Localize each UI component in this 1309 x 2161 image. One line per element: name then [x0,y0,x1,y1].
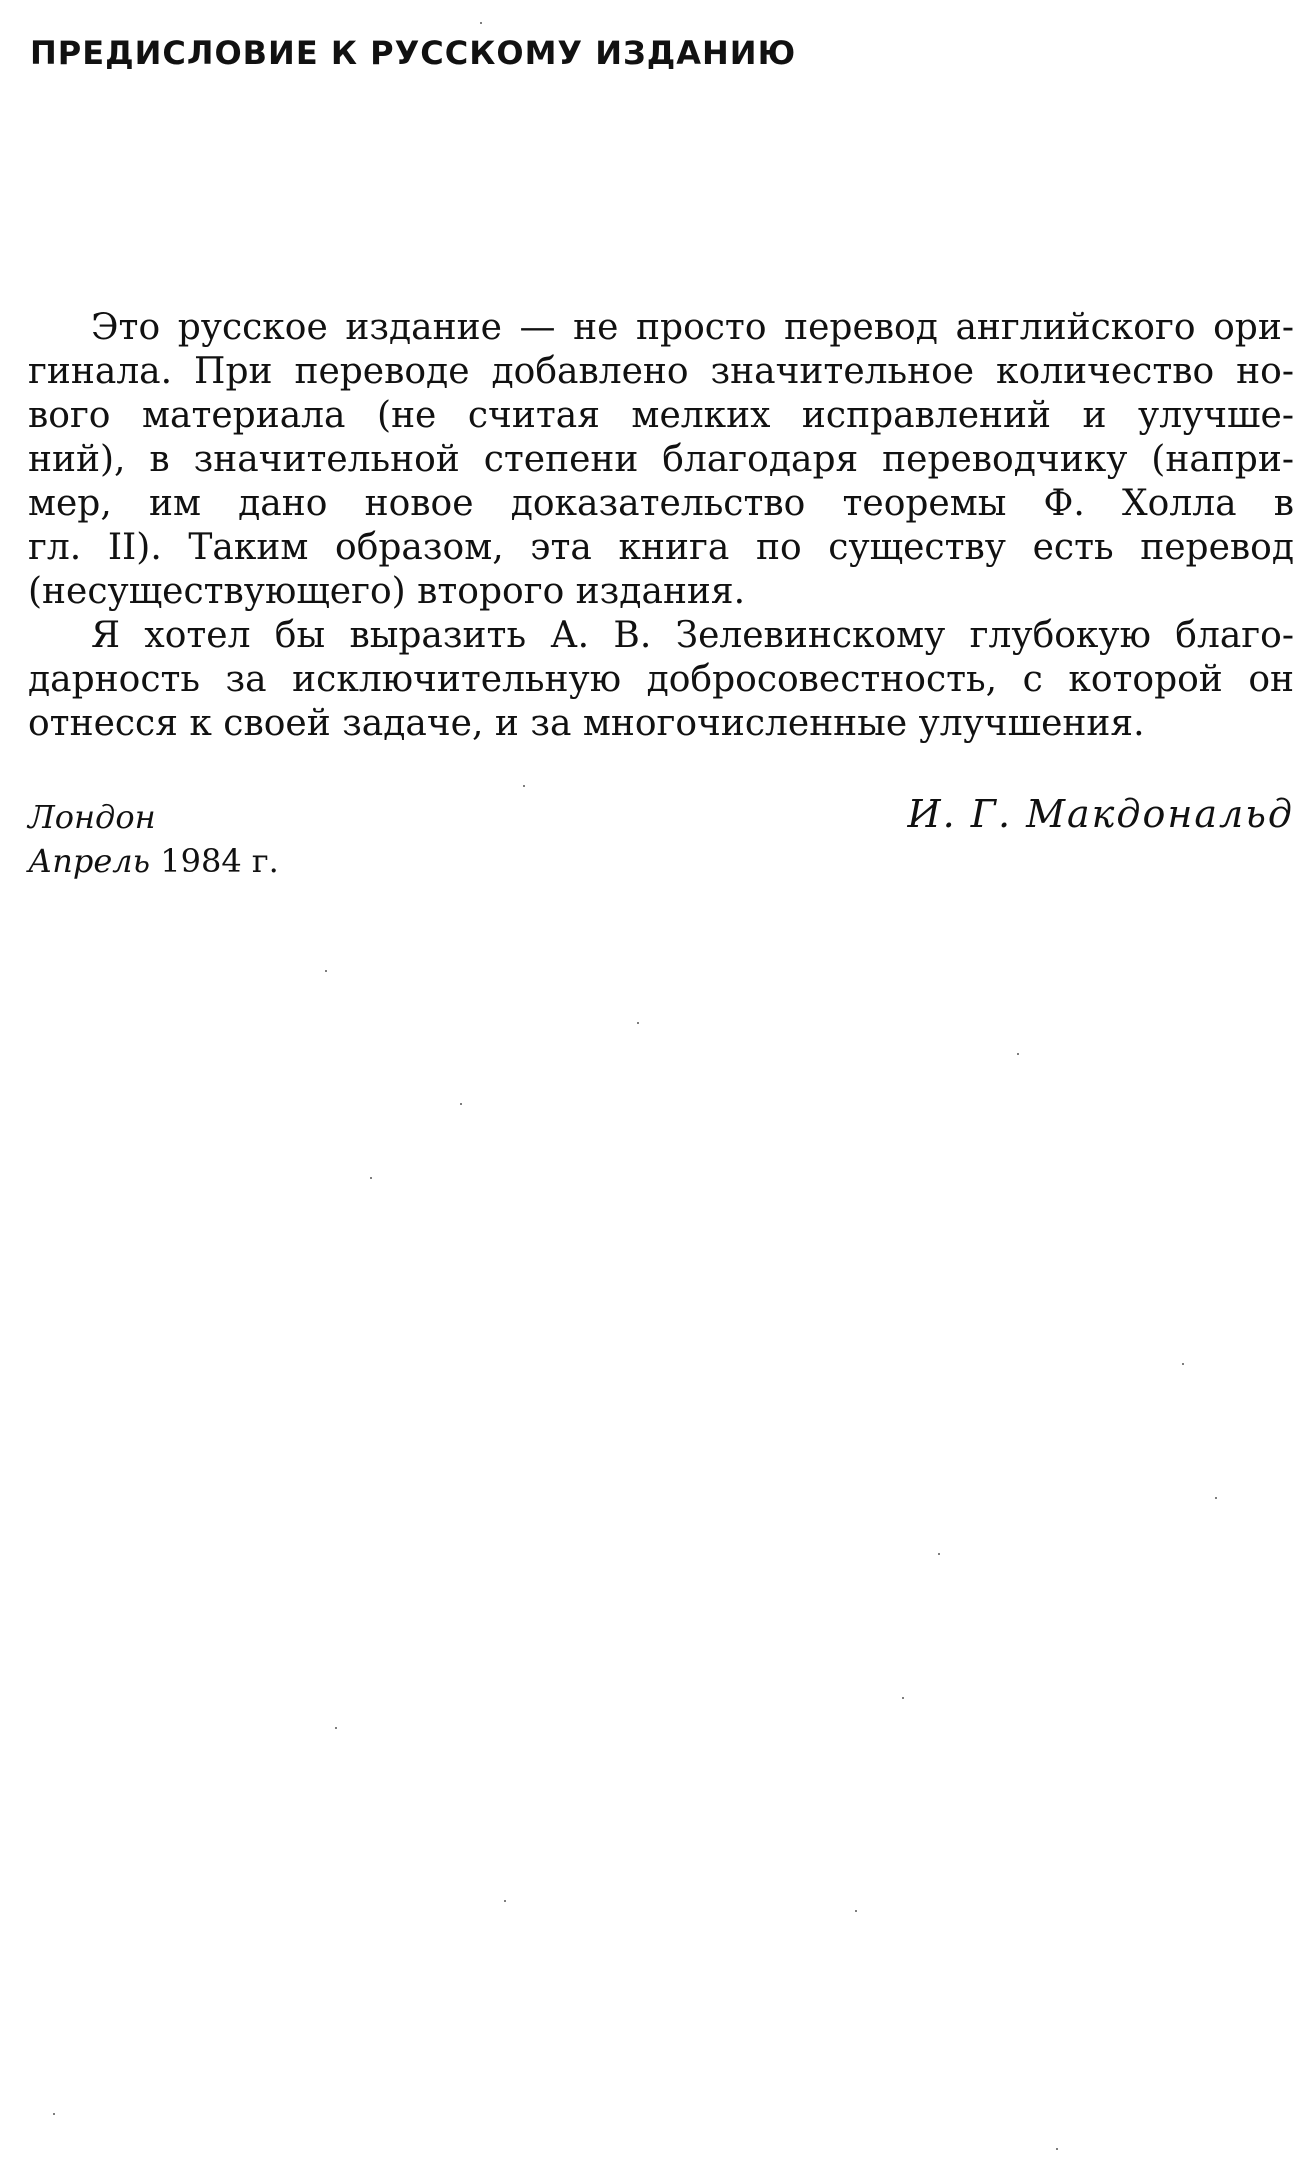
scan-speck [938,1553,940,1555]
paragraph-1-line: Это русское издание — не просто перевод английского ори- [91,307,1294,348]
paragraph-1-line: гл. II). Таким образом, эта книга по существу есть перевод [28,527,1294,568]
signature-place: Лондон [28,798,156,836]
paragraph-1-line: вого материала (не считая мелких исправлений и улучше- [28,395,1294,436]
signature-place-date [28,795,279,883]
scan-speck [504,1900,506,1902]
scan-speck [1215,1497,1217,1499]
paragraph-2-line: Я хотел бы выразить А. В. Зелевинскому глубокую благо- [91,615,1294,656]
scan-speck [1182,1363,1184,1365]
paragraph-2-line: дарность за исключительную добросовестность, с которой он [28,659,1294,700]
signature-year: 1984 г. [160,842,279,880]
scan-speck [480,22,482,24]
scan-speck [1017,1053,1019,1055]
scan-speck [53,2113,55,2115]
paragraph-1-line: ний), в значительной степени благодаря переводчику (напри- [28,439,1294,480]
signature-month: Апрель [28,842,151,880]
paragraph-1-line: мер, им дано новое доказательство теоремы Ф. Холла в [28,483,1294,524]
scan-speck [1056,2148,1058,2150]
page-heading: ПРЕДИСЛОВИЕ К РУССКОМУ ИЗДАНИЮ [30,34,797,72]
preface-body [28,306,1294,746]
scan-speck [902,1697,904,1699]
scan-speck [523,785,525,787]
scan-speck [460,1103,462,1105]
scan-speck [855,1910,857,1912]
paragraph-1-line: гинала. При переводе добавлено значительное количество но- [28,351,1294,392]
paragraph-2-line: отнесся к своей задаче, и за многочисленные улучшения. [28,703,1145,744]
paragraph-1-line: (несуществующего) второго издания. [28,571,746,612]
scan-speck [370,1177,372,1179]
signature-author: И. Г. Макдональд [907,792,1294,836]
scan-speck [637,1022,639,1024]
scan-speck [325,970,327,972]
scan-speck [335,1727,337,1729]
